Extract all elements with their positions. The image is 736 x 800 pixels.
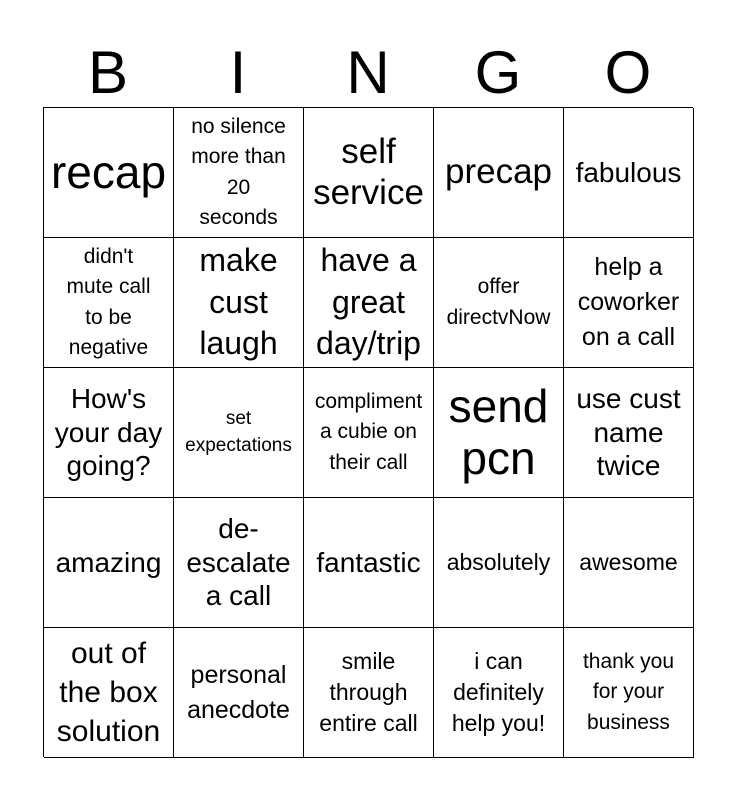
cell-text: absolutely [446,548,551,575]
bingo-cell[interactable] [434,628,564,758]
cell-text: set expectations [185,407,292,456]
cell-text: fabulous [575,156,682,188]
bingo-cell[interactable] [434,368,564,498]
header-letter-b: B [87,39,129,106]
cell-text: thank you for your business [582,649,675,734]
bingo-cell[interactable] [564,628,694,758]
bingo-cell[interactable] [304,108,434,238]
cell-text: have a great day/trip [316,242,421,362]
bingo-cell[interactable] [174,628,304,758]
bingo-cell[interactable] [44,238,174,368]
bingo-cell[interactable] [174,108,304,238]
bingo-cell[interactable] [434,498,564,628]
header-letter-g: G [474,39,522,106]
cell-text: de- escalate a call [186,513,291,612]
cell-text: send pcn [448,379,549,484]
cell-text: amazing [55,546,162,578]
bingo-header [43,40,693,106]
bingo-cell[interactable] [304,238,434,368]
bingo-cell[interactable] [174,238,304,368]
cell-text: no silence more than 20 seconds [191,114,286,229]
bingo-cell[interactable] [304,368,434,498]
bingo-card [43,107,693,757]
cell-text: use cust name twice [576,383,681,482]
bingo-cell[interactable] [44,628,174,758]
cell-text: didn't mute call to be negative [66,244,151,359]
bingo-cell[interactable] [564,368,694,498]
header-letter-o: O [604,39,652,106]
cell-text: help a coworker on a call [577,253,680,351]
cell-text: precap [444,152,553,192]
bingo-cell[interactable] [44,368,174,498]
bingo-cell[interactable] [564,498,694,628]
cell-text: awesome [579,548,678,575]
cell-text: offer directvNow [446,275,551,329]
bingo-cell[interactable] [304,498,434,628]
cell-text: smile through entire call [319,647,418,737]
bingo-cell[interactable] [434,238,564,368]
cell-text: How's your day going? [54,383,163,482]
bingo-cell[interactable] [174,498,304,628]
cell-text: compliment a cubie on their call [314,389,423,474]
bingo-cell[interactable] [564,238,694,368]
bingo-cell[interactable] [434,108,564,238]
cell-text: fantastic [316,546,421,578]
bingo-cell[interactable] [44,108,174,238]
cell-text: i can definitely help you! [451,647,546,737]
cell-text: personal anecdote [187,660,290,724]
bingo-cell[interactable] [564,108,694,238]
bingo-cell[interactable] [174,368,304,498]
cell-text: out of the box solution [56,637,161,748]
header-letter-i: I [229,39,247,106]
bingo-cell[interactable] [304,628,434,758]
cell-text: self service [313,132,424,212]
bingo-cell[interactable] [44,498,174,628]
cell-text: make cust laugh [199,242,278,362]
header-letter-n: N [346,39,390,106]
cell-text: recap [50,145,167,198]
